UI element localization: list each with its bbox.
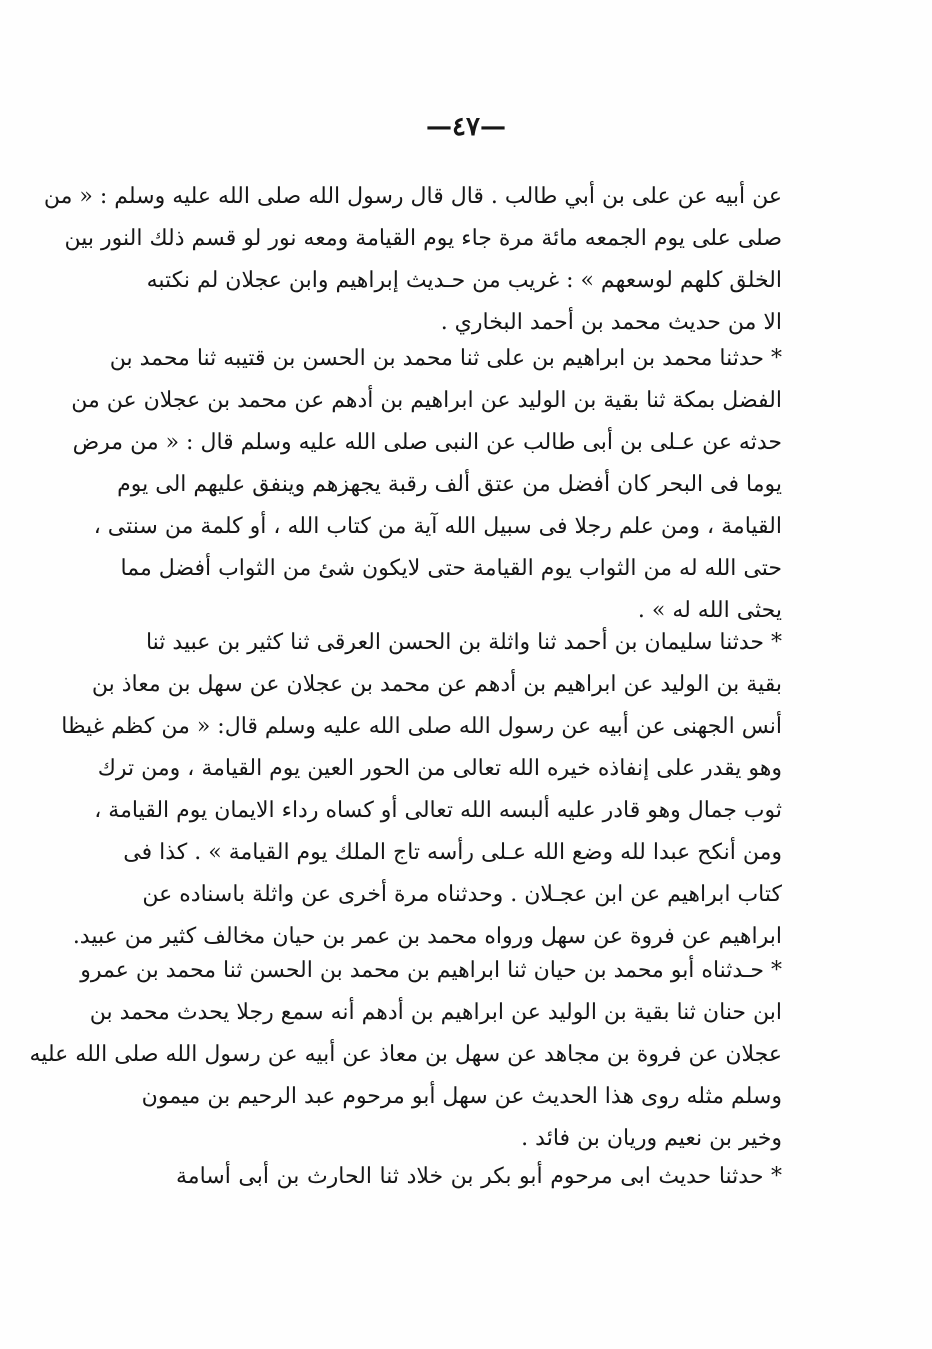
paragraph-4	[29, 950, 782, 1160]
text-line: حدثه عن عـلى بن أبى طالب عن النبى صلى الله عليه وسلم قال : « من مرض	[72, 430, 782, 455]
text-line: يوما فى البحر كان أفضل من عتق ألف رقبة يجهزهم وينفق عليهم الى يوم	[117, 472, 782, 497]
paragraph-3	[61, 622, 782, 958]
text-line: * حـدثناه أبو محمد بن حيان ثنا ابراهيم بن محمد بن الحسن ثنا محمد بن عمرو	[80, 958, 782, 983]
text-line: يحثى الله له » .	[637, 598, 782, 623]
text-line: ومن أنكح عبدا لله وضع الله عـلى رأسه تاج الملك يوم القيامة » . كذا فى	[123, 840, 782, 865]
text-line: عن أبيه عن على بن أبي طالب . قال قال رسول الله صلى الله عليه وسلم : « من	[43, 184, 782, 209]
text-line: كتاب ابراهيم عن ابن عجـلان . وحدثناه مرة أخرى عن واثلة باسناده عن	[142, 882, 782, 907]
text-line: وسلم مثله روى هذا الحديث عن سهل أبو مرحوم عبد الرحيم بن ميمون	[141, 1084, 782, 1109]
text-line: عجلان عن فروة بن مجاهد عن سهل بن معاذ عن أبيه عن رسول الله صلى الله عليه	[29, 1042, 782, 1067]
text-line: وخير بن نعيم وريان بن فائد .	[521, 1126, 782, 1151]
page-number: —٤٧—	[426, 112, 506, 142]
text-line: ثوب جمال وهو قادر عليه ألبسه الله تعالى أو كساه رداء الايمان يوم القيامة ،	[94, 798, 782, 823]
text-line: أنس الجهنى عن أبيه عن رسول الله صلى الله عليه وسلم قال: « من كظم غيظا	[61, 714, 782, 739]
text-line: الا من حديث محمد بن أحمد البخاري .	[440, 310, 782, 335]
text-line: بقية بن الوليد عن ابراهيم بن أدهم عن محمد بن عجلان عن سهل بن معاذ بن	[91, 672, 782, 697]
paragraph-5	[176, 1156, 782, 1198]
text-line: * حدثنا سليمان بن أحمد ثنا واثلة بن الحسن العرقى ثنا كثير بن عبيد ثنا	[145, 630, 782, 655]
text-line: ابن حنان ثنا بقية بن الوليد عن ابراهيم بن أدهم أنه سمع رجلا يحدث محمد بن	[89, 1000, 782, 1025]
paragraph-1	[43, 176, 782, 344]
text-line: وهو يقدر على إنفاذه خيره الله تعالى من الحور العين يوم القيامة ، ومن ترك	[97, 756, 782, 781]
text-line: صلى على يوم الجمعه مائة مرة جاء يوم القيامة ومعه نور لو قسم ذلك النور بين	[64, 226, 782, 251]
text-line: * حدثنا حديث ابى مرحوم أبو بكر بن خلاد ثنا الحارث بن أبى أسامة	[176, 1164, 782, 1189]
text-line: حتى الله له من الثواب يوم القيامة حتى لايكون شئ من الثواب أفضل مما	[120, 556, 782, 581]
text-line: الفضل بمكة ثنا بقية بن الوليد عن ابراهيم بن أدهم عن محمد بن عجلان عن من	[71, 388, 782, 413]
text-line: ابراهيم عن فروة عن سهل ورواه محمد بن عمر بن حيان مخالف كثير من عبيد.	[72, 924, 782, 949]
text-line: * حدثنا محمد بن ابراهيم بن على ثنا محمد بن الحسن بن قتيبه ثنا محمد بن	[109, 346, 782, 371]
paragraph-2	[71, 338, 782, 632]
text-line: الخلق كلهم لوسعهم » : غريب من حـديث إبراهيم وابن عجلان لم نكتبه	[146, 268, 782, 293]
text-line: القيامة ، ومن علم رجلا فى سبيل الله آية من كتاب الله ، أو كلمة من سنتى ،	[93, 514, 782, 539]
